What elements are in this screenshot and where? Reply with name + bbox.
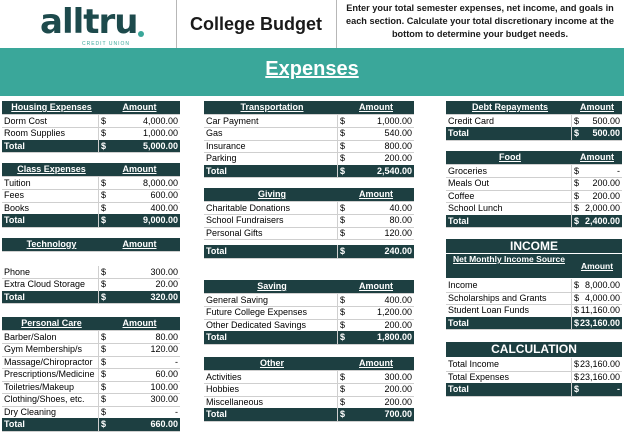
amount-cell[interactable]: - xyxy=(175,406,178,417)
currency-symbol: $ xyxy=(340,384,346,394)
row-label: Toiletries/Makeup xyxy=(2,381,99,394)
amount-header: Amount xyxy=(359,281,393,291)
amount-cell[interactable]: 300.00 xyxy=(150,394,178,404)
total-value: 700.00 xyxy=(384,409,412,419)
total-label: Total xyxy=(2,418,99,431)
table-row xyxy=(204,214,414,228)
amount-header: Amount xyxy=(359,358,393,368)
giving-header xyxy=(204,188,414,202)
classexp-total-row xyxy=(2,214,180,228)
amount-cell[interactable]: 1,000.00 xyxy=(142,128,178,138)
amount-cell[interactable]: 120.00 xyxy=(150,344,178,354)
section-title: Food xyxy=(499,152,521,162)
income-amount-header xyxy=(572,254,622,278)
saving-total-row xyxy=(204,331,414,345)
table-row xyxy=(204,294,414,308)
table-row xyxy=(446,202,622,216)
food-header xyxy=(446,151,622,165)
total-value: 500.00 xyxy=(592,128,620,138)
housing-total-row xyxy=(2,140,180,154)
table-row xyxy=(446,292,622,306)
row-label: Other Dedicated Savings xyxy=(204,319,338,332)
currency-symbol: $ xyxy=(574,215,580,226)
table-row xyxy=(446,358,622,372)
currency-symbol: $ xyxy=(101,369,107,379)
currency-symbol: $ xyxy=(101,344,107,354)
amount-cell[interactable]: - xyxy=(617,165,620,176)
currency-symbol: $ xyxy=(340,246,346,256)
currency-symbol: $ xyxy=(101,381,107,392)
personal-header xyxy=(2,317,180,331)
currency-symbol: $ xyxy=(101,177,107,188)
row-label: Personal Gifts xyxy=(204,227,338,240)
saving-header xyxy=(204,280,414,294)
currency-symbol: $ xyxy=(101,419,107,429)
total-value: 320.00 xyxy=(150,291,178,302)
currency-symbol: $ xyxy=(574,165,580,176)
currency-symbol: $ xyxy=(101,266,107,277)
housing-header xyxy=(2,101,180,115)
currency-symbol: $ xyxy=(340,115,346,126)
page-title: College Budget xyxy=(189,13,322,34)
table-row xyxy=(204,383,414,397)
row-label: Student Loan Funds xyxy=(446,304,572,317)
total-label: Total xyxy=(446,127,572,140)
row-label: Scholarships and Grants xyxy=(446,292,572,305)
currency-symbol: $ xyxy=(574,292,580,303)
amount-cell[interactable]: 23,160.00 xyxy=(580,371,621,382)
row-label: School Fundraisers xyxy=(204,214,338,227)
table-row xyxy=(2,381,180,395)
row-label: Gas xyxy=(204,127,338,140)
table-row xyxy=(2,202,180,216)
section-title: Giving xyxy=(257,189,286,199)
currency-symbol: $ xyxy=(101,190,107,200)
total-value: 2,400.00 xyxy=(584,215,620,226)
calculation-title: CALCULATION xyxy=(446,342,622,357)
currency-symbol: $ xyxy=(574,305,580,315)
currency-symbol: $ xyxy=(574,203,580,213)
currency-symbol: $ xyxy=(101,202,107,213)
section-title: Other xyxy=(259,358,284,368)
currency-symbol: $ xyxy=(340,128,346,138)
total-label: Total xyxy=(204,408,338,421)
currency-symbol: $ xyxy=(574,280,580,290)
row-label: Parking xyxy=(204,152,338,165)
currency-symbol: $ xyxy=(101,140,107,151)
amount-header: Amount xyxy=(122,318,157,328)
total-label: Total xyxy=(2,214,99,227)
table-row xyxy=(2,393,180,407)
currency-symbol: $ xyxy=(574,115,580,126)
currency-symbol: $ xyxy=(340,307,346,317)
table-row xyxy=(446,165,622,179)
amount-header: Amount xyxy=(580,261,614,271)
currency-symbol: $ xyxy=(574,190,580,201)
expenses-title: Expenses xyxy=(265,58,359,80)
food-total-row xyxy=(446,215,622,229)
row-label: Future College Expenses xyxy=(204,306,338,319)
table-row xyxy=(2,331,180,345)
currency-symbol: $ xyxy=(340,332,346,342)
amount-cell[interactable]: 600.00 xyxy=(150,190,178,200)
income-source-header xyxy=(446,254,572,278)
currency-symbol: $ xyxy=(101,279,107,289)
row-label: Meals Out xyxy=(446,177,572,190)
currency-symbol: $ xyxy=(574,178,580,188)
table-row xyxy=(204,115,414,129)
row-label: Fees xyxy=(2,189,99,202)
currency-symbol: $ xyxy=(101,215,107,225)
alltru-logo xyxy=(40,2,170,47)
transportation-total-row xyxy=(204,165,414,179)
amount-header: Amount xyxy=(359,189,393,199)
amount-cell[interactable]: 200.00 xyxy=(384,153,412,163)
transportation-header xyxy=(204,101,414,115)
row-label: Barber/Salon xyxy=(2,331,99,344)
amount-header: Amount xyxy=(580,102,614,112)
logo-subtitle: CREDIT UNION xyxy=(82,41,131,47)
amount-cell[interactable]: 4,000.00 xyxy=(142,115,178,126)
row-label: Prescriptions/Medicine xyxy=(2,368,99,381)
amount-cell[interactable]: 1,200.00 xyxy=(376,307,412,317)
total-label: Total xyxy=(2,140,99,153)
currency-symbol: $ xyxy=(574,317,580,328)
amount-cell[interactable]: 2,000.00 xyxy=(584,203,620,213)
table-row xyxy=(2,278,180,292)
table-row xyxy=(2,115,180,129)
table-row xyxy=(2,343,180,357)
debt-header xyxy=(446,101,622,115)
amount-cell[interactable]: 60.00 xyxy=(155,369,178,379)
amount-cell[interactable]: 23,160.00 xyxy=(580,359,621,369)
row-label: Books xyxy=(2,202,99,215)
table-row xyxy=(204,140,414,154)
technology-header xyxy=(2,238,180,252)
total-value: 2,540.00 xyxy=(376,165,412,176)
table-row xyxy=(2,189,180,203)
amount-cell[interactable]: 300.00 xyxy=(150,266,178,277)
currency-symbol: $ xyxy=(340,215,346,225)
amount-cell[interactable]: 4,000.00 xyxy=(584,292,620,303)
row-label: Car Payment xyxy=(204,115,338,128)
amount-cell[interactable]: - xyxy=(175,356,178,367)
total-value: 23,160.00 xyxy=(580,317,621,328)
row-label: Gym Membership/s xyxy=(2,343,99,356)
table-row xyxy=(446,177,622,191)
row-label: Extra Cloud Storage xyxy=(2,278,99,291)
currency-symbol: $ xyxy=(574,359,580,369)
row-label: Hobbies xyxy=(204,383,338,396)
row-label: Coffee xyxy=(446,190,572,203)
row-label: Tuition xyxy=(2,177,99,190)
total-label: Total xyxy=(204,331,338,344)
amount-cell[interactable]: 800.00 xyxy=(384,140,412,151)
other-header xyxy=(204,357,414,371)
row-label: Room Supplies xyxy=(2,127,99,140)
amount-cell[interactable]: 200.00 xyxy=(592,190,620,201)
amount-cell[interactable]: 8,000.00 xyxy=(584,280,620,290)
currency-symbol: $ xyxy=(574,128,580,138)
table-row xyxy=(446,115,622,129)
row-label: General Saving xyxy=(204,294,338,307)
classexp-header xyxy=(2,163,180,177)
currency-symbol: $ xyxy=(340,396,346,407)
amount-header: Amount xyxy=(122,239,157,249)
row-label: Insurance xyxy=(204,140,338,153)
row-label: Phone xyxy=(2,266,99,279)
giving-total-row xyxy=(204,245,414,259)
personal-total-row xyxy=(2,418,180,432)
currency-symbol: $ xyxy=(340,202,346,213)
calculation-total-row xyxy=(446,383,622,397)
table-row xyxy=(2,356,180,370)
amount-header: Amount xyxy=(580,152,614,162)
section-title: Class Expenses xyxy=(17,164,86,174)
currency-symbol: $ xyxy=(340,227,346,238)
section-title: Debt Repayments xyxy=(471,102,549,112)
row-label: Income xyxy=(446,279,572,292)
table-row xyxy=(446,190,622,204)
amount-cell[interactable]: 200.00 xyxy=(384,384,412,394)
table-row xyxy=(2,368,180,382)
total-label: Total xyxy=(446,215,572,228)
row-label: Activities xyxy=(204,371,338,384)
currency-symbol: $ xyxy=(340,140,346,151)
amount-header: Amount xyxy=(122,102,157,112)
section-title: Technology xyxy=(26,239,77,249)
table-row xyxy=(2,177,180,191)
table-row xyxy=(2,266,180,280)
total-value: 240.00 xyxy=(384,246,412,256)
amount-cell[interactable]: 200.00 xyxy=(384,319,412,330)
currency-symbol: $ xyxy=(340,153,346,163)
table-row xyxy=(446,279,622,293)
income-source-label: Net Monthly Income Source xyxy=(453,254,565,264)
amount-cell[interactable]: 80.00 xyxy=(389,215,412,225)
section-title: Saving xyxy=(257,281,287,291)
row-label: Groceries xyxy=(446,165,572,178)
amount-cell[interactable]: 11,160.00 xyxy=(580,305,620,315)
table-row xyxy=(204,202,414,216)
currency-symbol: $ xyxy=(101,128,107,138)
row-label: Miscellaneous xyxy=(204,396,338,409)
table-row xyxy=(2,127,180,141)
total-value: 5,000.00 xyxy=(142,140,178,151)
table-row xyxy=(204,127,414,141)
amount-cell[interactable]: 400.00 xyxy=(384,294,412,305)
row-label: Massage/Chiropractor xyxy=(2,356,99,369)
amount-cell[interactable]: 100.00 xyxy=(150,381,178,392)
amount-cell[interactable]: 540.00 xyxy=(384,128,412,138)
table-row xyxy=(204,152,414,166)
total-value: 1,800.00 xyxy=(376,332,412,342)
total-value: 660.00 xyxy=(150,419,178,429)
amount-cell[interactable]: 200.00 xyxy=(384,396,412,407)
total-label: Total xyxy=(204,245,338,258)
currency-symbol: $ xyxy=(574,384,580,394)
amount-cell[interactable]: 300.00 xyxy=(384,371,412,382)
currency-symbol: $ xyxy=(101,394,107,404)
currency-symbol: $ xyxy=(101,291,107,302)
total-value: 9,000.00 xyxy=(142,215,178,225)
debt-total-row xyxy=(446,127,622,141)
income-total-row xyxy=(446,317,622,331)
currency-symbol: $ xyxy=(340,294,346,305)
amount-cell[interactable]: 500.00 xyxy=(592,115,620,126)
total-value: - xyxy=(617,384,620,394)
amount-cell[interactable]: 200.00 xyxy=(592,178,620,188)
amount-cell[interactable]: 20.00 xyxy=(155,279,178,289)
row-label: Clothing/Shoes, etc. xyxy=(2,393,99,406)
table-row xyxy=(204,306,414,320)
section-title: Housing Expenses xyxy=(11,102,92,112)
income-title: INCOME xyxy=(446,239,622,253)
currency-symbol: $ xyxy=(101,115,107,126)
logo-dot-icon xyxy=(138,31,144,37)
row-label: Charitable Donations xyxy=(204,202,338,215)
total-label: Total xyxy=(2,291,99,304)
total-label: Total xyxy=(204,165,338,178)
technology-total-row xyxy=(2,291,180,305)
amount-cell[interactable]: 1,000.00 xyxy=(376,115,412,126)
section-title: Transportation xyxy=(240,102,304,112)
total-label: Total xyxy=(446,317,572,330)
amount-header: Amount xyxy=(359,102,393,112)
row-label: Credit Card xyxy=(446,115,572,128)
table-row xyxy=(2,406,180,420)
currency-symbol: $ xyxy=(340,319,346,330)
row-label: Dorm Cost xyxy=(2,115,99,128)
table-row xyxy=(204,227,414,241)
amount-cell[interactable]: 80.00 xyxy=(155,331,178,342)
amount-cell[interactable]: 400.00 xyxy=(150,202,178,213)
other-total-row xyxy=(204,408,414,422)
section-title: Personal Care xyxy=(21,318,82,328)
table-row xyxy=(204,319,414,333)
currency-symbol: $ xyxy=(101,331,107,342)
amount-cell[interactable]: 40.00 xyxy=(389,202,412,213)
instructions-text: Enter your total semester expenses, net income, and goals in each section. Calculate your total discretionary income at the bottom to determine your budget needs. xyxy=(345,3,615,39)
row-label: School Lunch xyxy=(446,202,572,215)
table-row xyxy=(446,371,622,385)
row-label: Total Income xyxy=(446,358,572,371)
table-row xyxy=(204,371,414,385)
amount-cell[interactable]: 120.00 xyxy=(384,227,412,238)
amount-header: Amount xyxy=(122,164,157,174)
logo-wordmark: alltru xyxy=(40,2,138,42)
currency-symbol: $ xyxy=(340,371,346,382)
currency-symbol: $ xyxy=(340,165,346,176)
table-row xyxy=(446,304,622,318)
currency-symbol: $ xyxy=(101,356,107,367)
row-label: Dry Cleaning xyxy=(2,406,99,419)
currency-symbol: $ xyxy=(101,406,107,417)
currency-symbol: $ xyxy=(340,409,346,419)
table-row xyxy=(204,396,414,410)
row-label: Total Expenses xyxy=(446,371,572,384)
amount-cell[interactable]: 8,000.00 xyxy=(142,177,178,188)
currency-symbol: $ xyxy=(574,371,580,382)
total-label: Total xyxy=(446,383,572,396)
